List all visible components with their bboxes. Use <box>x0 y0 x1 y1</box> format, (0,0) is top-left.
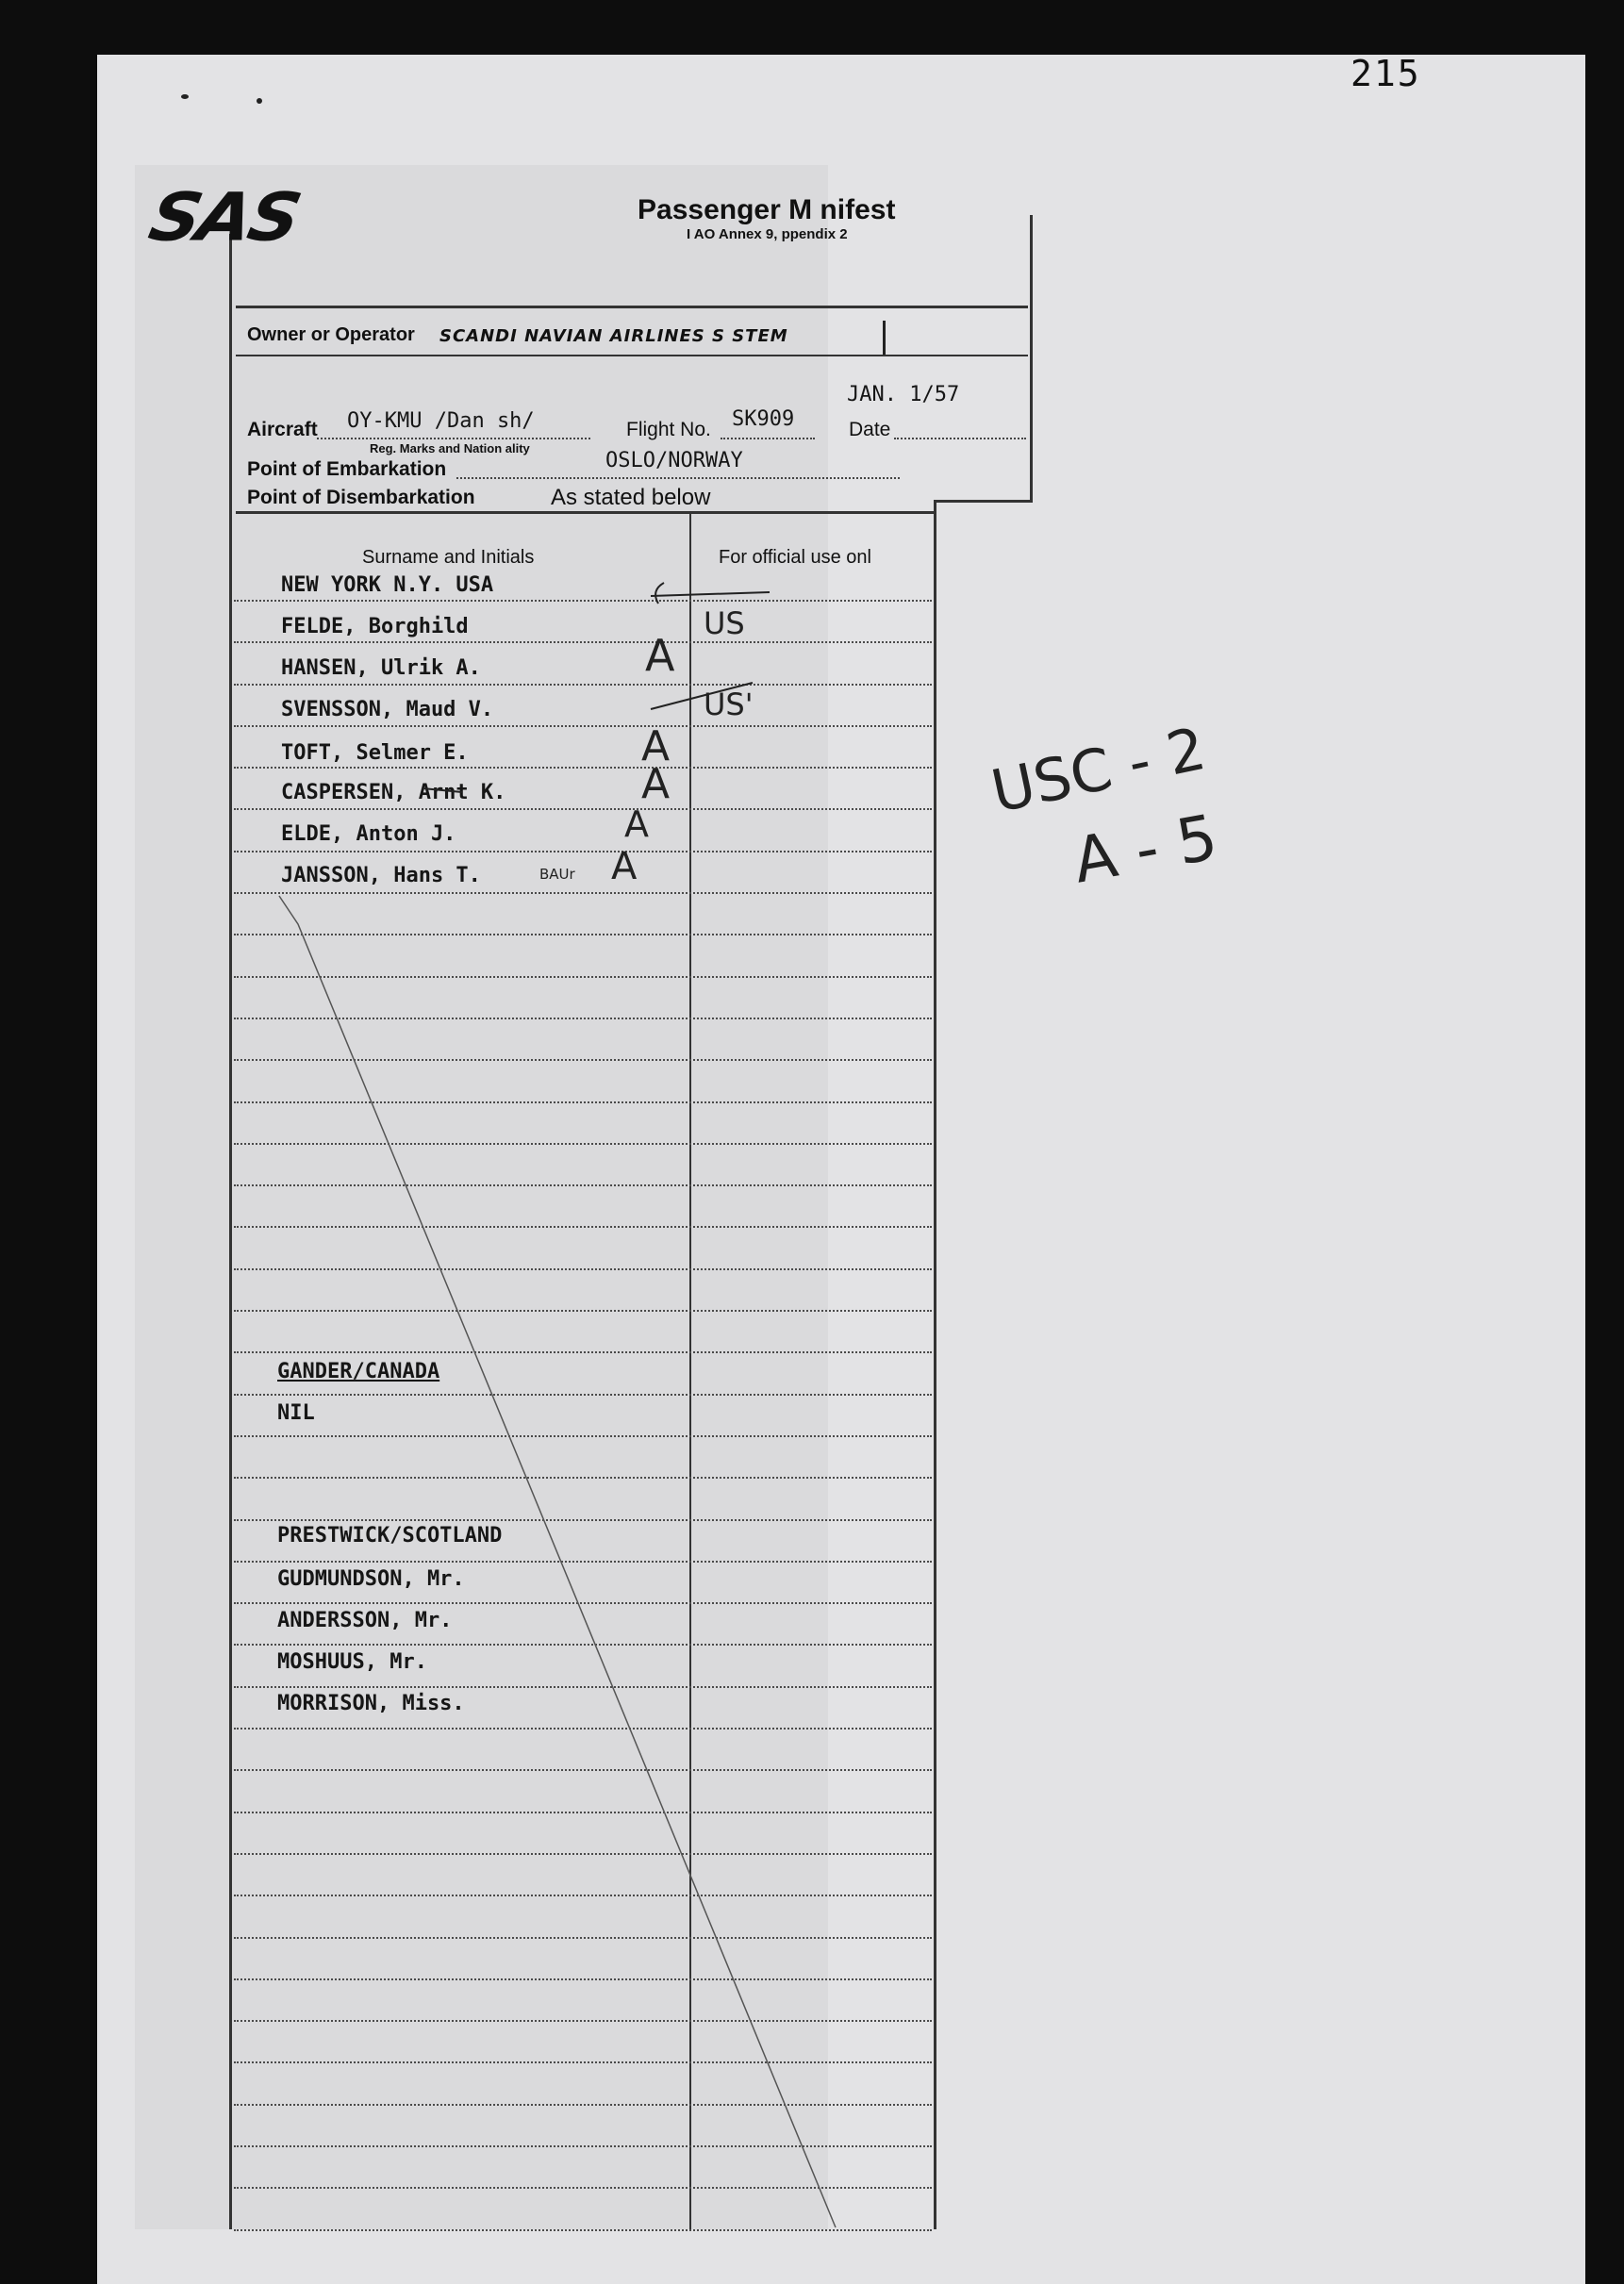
owner-label: Owner or Operator <box>247 324 415 345</box>
passenger-name: SVENSSON, Maud V. <box>281 698 494 721</box>
handwritten-mark: US <box>704 605 745 641</box>
handwritten-mark: A <box>624 803 649 845</box>
owner-value: SCANDI NAVIAN AIRLINES S STEM <box>439 326 788 346</box>
sas-logo: SAS <box>142 179 306 257</box>
pen-stroke <box>279 896 836 2227</box>
passenger-name: MORRISON, Miss. <box>277 1692 465 1715</box>
handwritten-mark: A <box>641 722 671 770</box>
handwritten-mark: A <box>645 630 675 681</box>
pen-stroke <box>423 788 462 792</box>
handwritten-mark: A <box>641 760 671 808</box>
section-heading: GANDER/CANADA <box>277 1360 440 1383</box>
disembarkation-label: Point of Disembarkation <box>247 487 475 508</box>
passenger-name: JANSSON, Hans T. <box>281 864 481 887</box>
flight-value: SK909 <box>732 407 795 431</box>
passenger-name: FELDE, Borghild <box>281 615 469 638</box>
passenger-name: ANDERSSON, Mr. <box>277 1609 453 1632</box>
surname-column-header: Surname and Initials <box>362 547 535 568</box>
margin-note: A - 5 <box>1068 801 1223 898</box>
handwritten-mark: A <box>611 845 638 888</box>
date-value: JAN. 1/57 <box>847 383 960 406</box>
passenger-name: GUDMUNDSON, Mr. <box>277 1567 465 1591</box>
form-subtitle: I AO Annex 9, ppendix 2 <box>687 226 848 242</box>
aircraft-value: OY-KMU /Dan sh/ <box>347 409 535 433</box>
pen-stroke <box>651 592 770 596</box>
reg-marks-label: Reg. Marks and Nation ality <box>370 441 530 455</box>
embarkation-label: Point of Embarkation <box>247 458 447 480</box>
date-label: Date <box>849 419 891 440</box>
pen-stroke <box>655 583 664 604</box>
aircraft-label: Aircraft <box>247 419 318 440</box>
passenger-name: CASPERSEN, Arnt K. <box>281 781 506 804</box>
passenger-name: NIL <box>277 1401 315 1425</box>
flight-label: Flight No. <box>626 419 711 440</box>
passenger-name: MOSHUUS, Mr. <box>277 1650 427 1674</box>
section-heading: NEW YORK N.Y. USA <box>281 573 494 597</box>
margin-note: USC - 2 <box>985 713 1212 827</box>
disembarkation-value: As stated below <box>551 485 711 510</box>
pen-stroke <box>651 683 753 709</box>
embarkation-value: OSLO/NORWAY <box>605 449 743 472</box>
passenger-name: TOFT, Selmer E. <box>281 741 469 765</box>
handwritten-mark: US' <box>704 687 754 722</box>
section-heading: PRESTWICK/SCOTLAND <box>277 1524 503 1547</box>
passenger-name: HANSEN, Ulrik A. <box>281 656 481 680</box>
passenger-name: ELDE, Anton J. <box>281 822 456 846</box>
official-column-header: For official use onl <box>719 547 871 568</box>
page-number: 215 <box>1351 53 1421 94</box>
form-title: Passenger M nifest <box>638 194 896 225</box>
handwritten-note: BAUr <box>539 866 575 883</box>
